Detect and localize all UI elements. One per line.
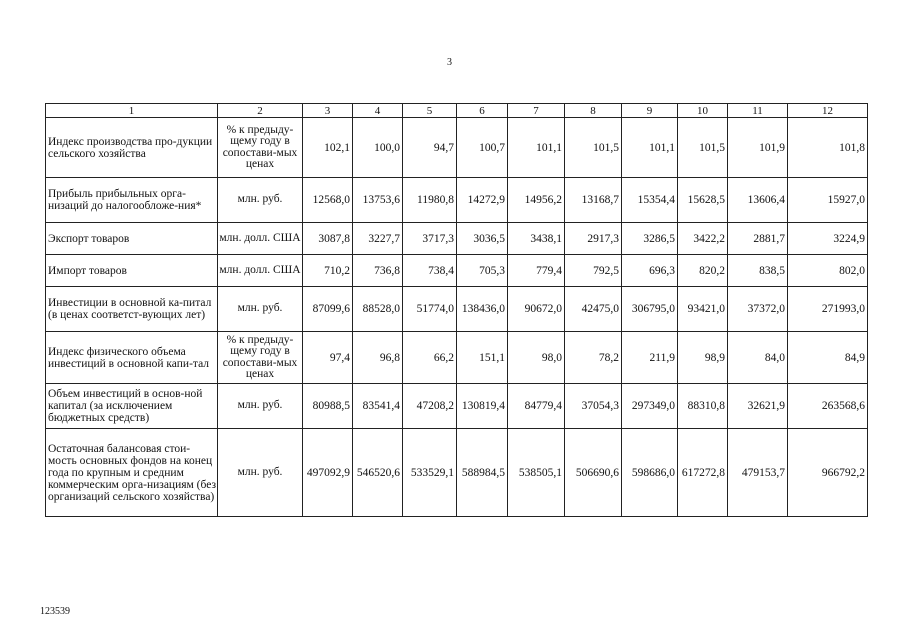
value-cell: 3422,2 [678, 223, 728, 255]
value-cell: 130819,4 [457, 384, 508, 429]
value-cell: 90672,0 [508, 287, 565, 332]
row-name-cell: Индекс физического объема инвестиций в основной капи-тал [46, 332, 218, 384]
value-cell: 101,5 [678, 118, 728, 178]
value-cell: 779,4 [508, 255, 565, 287]
row-name-cell: Объем инвестиций в основ-ной капитал (за исключением бюджетных средств) [46, 384, 218, 429]
value-cell: 101,5 [565, 118, 622, 178]
value-cell: 506690,6 [565, 429, 622, 517]
value-cell: 598686,0 [622, 429, 678, 517]
value-cell: 705,3 [457, 255, 508, 287]
value-cell: 2917,3 [565, 223, 622, 255]
value-cell: 37372,0 [728, 287, 788, 332]
header-cell: 11 [728, 104, 788, 118]
header-cell: 4 [353, 104, 403, 118]
value-cell: 37054,3 [565, 384, 622, 429]
value-cell: 533529,1 [403, 429, 457, 517]
row-name-cell: Экспорт товаров [46, 223, 218, 255]
value-cell: 51774,0 [403, 287, 457, 332]
value-cell: 3717,3 [403, 223, 457, 255]
table-row [46, 287, 868, 332]
header-cell: 6 [457, 104, 508, 118]
unit-cell: млн. руб. [218, 178, 303, 223]
value-cell: 78,2 [565, 332, 622, 384]
value-cell: 966792,2 [788, 429, 868, 517]
value-cell: 14956,2 [508, 178, 565, 223]
value-cell: 11980,8 [403, 178, 457, 223]
value-cell: 710,2 [303, 255, 353, 287]
value-cell: 100,0 [353, 118, 403, 178]
value-cell: 151,1 [457, 332, 508, 384]
value-cell: 696,3 [622, 255, 678, 287]
value-cell: 738,4 [403, 255, 457, 287]
value-cell: 3286,5 [622, 223, 678, 255]
row-name-cell: Остаточная балансовая стои-мость основных фондов на конец года по крупным и средним коммерческим орга-низациям (без организаций сельского хозяйства) [46, 429, 218, 517]
value-cell: 3227,7 [353, 223, 403, 255]
data-table [45, 103, 868, 517]
value-cell: 3087,8 [303, 223, 353, 255]
value-cell: 102,1 [303, 118, 353, 178]
unit-cell: млн. долл. США [218, 223, 303, 255]
value-cell: 271993,0 [788, 287, 868, 332]
header-cell: 9 [622, 104, 678, 118]
value-cell: 98,9 [678, 332, 728, 384]
footer-code: 123539 [40, 606, 70, 617]
row-name-cell: Инвестиции в основной ка-питал (в ценах соответст-вующих лет) [46, 287, 218, 332]
value-cell: 3036,5 [457, 223, 508, 255]
value-cell: 838,5 [728, 255, 788, 287]
value-cell: 101,9 [728, 118, 788, 178]
value-cell: 588984,5 [457, 429, 508, 517]
value-cell: 546520,6 [353, 429, 403, 517]
value-cell: 263568,6 [788, 384, 868, 429]
value-cell: 94,7 [403, 118, 457, 178]
value-cell: 84779,4 [508, 384, 565, 429]
unit-cell: млн. долл. США [218, 255, 303, 287]
unit-cell: % к предыду-щему году в сопостави-мых ценах [218, 332, 303, 384]
value-cell: 84,0 [728, 332, 788, 384]
value-cell: 98,0 [508, 332, 565, 384]
table-row [46, 429, 868, 517]
value-cell: 12568,0 [303, 178, 353, 223]
value-cell: 80988,5 [303, 384, 353, 429]
value-cell: 47208,2 [403, 384, 457, 429]
table-row [46, 332, 868, 384]
value-cell: 13753,6 [353, 178, 403, 223]
value-cell: 497092,9 [303, 429, 353, 517]
value-cell: 538505,1 [508, 429, 565, 517]
value-cell: 87099,6 [303, 287, 353, 332]
table-row [46, 178, 868, 223]
header-cell: 7 [508, 104, 565, 118]
value-cell: 802,0 [788, 255, 868, 287]
value-cell: 97,4 [303, 332, 353, 384]
value-cell: 2881,7 [728, 223, 788, 255]
value-cell: 15354,4 [622, 178, 678, 223]
table-row [46, 223, 868, 255]
value-cell: 42475,0 [565, 287, 622, 332]
value-cell: 32621,9 [728, 384, 788, 429]
table-row [46, 255, 868, 287]
value-cell: 617272,8 [678, 429, 728, 517]
value-cell: 15628,5 [678, 178, 728, 223]
value-cell: 101,8 [788, 118, 868, 178]
value-cell: 3438,1 [508, 223, 565, 255]
value-cell: 13168,7 [565, 178, 622, 223]
header-cell: 12 [788, 104, 868, 118]
header-cell: 5 [403, 104, 457, 118]
value-cell: 479153,7 [728, 429, 788, 517]
value-cell: 101,1 [622, 118, 678, 178]
value-cell: 101,1 [508, 118, 565, 178]
header-cell: 1 [46, 104, 218, 118]
value-cell: 138436,0 [457, 287, 508, 332]
value-cell: 15927,0 [788, 178, 868, 223]
row-name-cell: Импорт товаров [46, 255, 218, 287]
value-cell: 3224,9 [788, 223, 868, 255]
page-number: 3 [447, 57, 452, 68]
value-cell: 66,2 [403, 332, 457, 384]
value-cell: 13606,4 [728, 178, 788, 223]
value-cell: 792,5 [565, 255, 622, 287]
unit-cell: млн. руб. [218, 429, 303, 517]
row-name-cell: Индекс производства про-дукции сельского хозяйства [46, 118, 218, 178]
unit-cell: млн. руб. [218, 287, 303, 332]
unit-cell: % к предыду-щему году в сопостави-мых ценах [218, 118, 303, 178]
value-cell: 88310,8 [678, 384, 728, 429]
value-cell: 100,7 [457, 118, 508, 178]
table-row [46, 384, 868, 429]
row-name-cell: Прибыль прибыльных орга-низаций до налогообложе-ния* [46, 178, 218, 223]
table-header-row [46, 104, 868, 118]
value-cell: 820,2 [678, 255, 728, 287]
value-cell: 211,9 [622, 332, 678, 384]
value-cell: 84,9 [788, 332, 868, 384]
value-cell: 83541,4 [353, 384, 403, 429]
value-cell: 93421,0 [678, 287, 728, 332]
header-cell: 10 [678, 104, 728, 118]
table-row [46, 118, 868, 178]
unit-cell: млн. руб. [218, 384, 303, 429]
header-cell: 2 [218, 104, 303, 118]
value-cell: 297349,0 [622, 384, 678, 429]
header-cell: 3 [303, 104, 353, 118]
value-cell: 88528,0 [353, 287, 403, 332]
value-cell: 14272,9 [457, 178, 508, 223]
header-cell: 8 [565, 104, 622, 118]
value-cell: 96,8 [353, 332, 403, 384]
value-cell: 736,8 [353, 255, 403, 287]
value-cell: 306795,0 [622, 287, 678, 332]
